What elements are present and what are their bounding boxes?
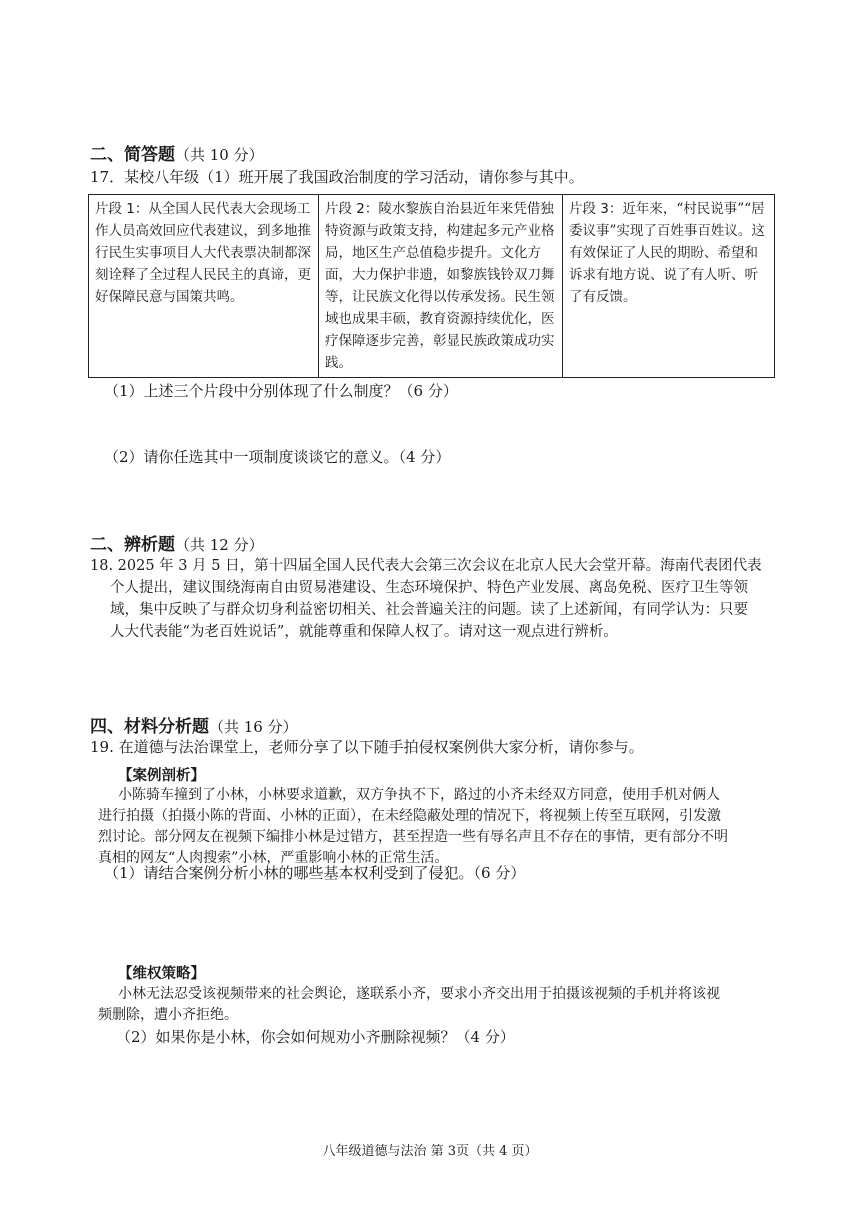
fragment-text: 陵水黎族自治县近年来凭借独特资源与政策支持，构建起多元产业格局，地区生产总值稳步提升。文化方面，大力保护非遗，如黎族钱铃双刀舞等，让民族文化得以传承发扬。民生领域也成果丰硕，教育资源持续优化，医疗保障逐步完善，彰显民族政策成功实践。 — [325, 201, 555, 371]
fragment-cell-2 — [319, 195, 563, 378]
question-17-sub-1: （1）上述三个片段中分别体现了什么制度？（6 分） — [104, 382, 458, 400]
page-footer: 八年级道德与法治 第 3页（共 4 页） — [322, 1144, 538, 1159]
fragment-text: 近年来，“村民说事”“居委议事”实现了百姓事百姓议。这有效保证了人民的期盼、希望和诉求有地方说、说了有人听、听了有反馈。 — [569, 201, 765, 305]
case-line: 烈讨论。部分网友在视频下编排小林是过错方，甚至捏造一些有辱名声且不存在的事情，更有部分不明 — [98, 829, 728, 845]
question-18-line: 个人提出，建议围绕海南自由贸易港建设、生态环境保护、特色产业发展、离岛免税、医疗卫生等领 — [110, 580, 748, 596]
question-19-sub-1: （1）请结合案例分析小林的哪些基本权利受到了侵犯。（6 分） — [104, 864, 526, 882]
question-17-sub-2: （2）请你任选其中一项制度谈谈它的意义。（4 分） — [104, 448, 451, 466]
section-heading-short-answer — [90, 140, 264, 165]
case-analysis-title: 【案例剖析】 — [118, 768, 205, 784]
question-18 — [90, 555, 780, 643]
question-18-line: 18. 2025 年 3 月 5 日，第十四届全国人民代表大会第三次会议在北京人民大会堂开幕。海南代表团代表 — [90, 558, 762, 574]
strategy-line: 小林无法忍受该视频带来的社会舆论，遂联系小齐，要求小齐交出用于拍摄该视频的手机并将该视 — [118, 986, 720, 1002]
question-18-line: 域，集中反映了与群众切身利益密切相关、社会普遍关注的问题。读了上述新闻，有同学认为：只要 — [110, 602, 748, 618]
section-points: （共 10 分） — [175, 146, 264, 164]
rights-strategy-text — [98, 984, 788, 1026]
section-heading-material — [90, 712, 298, 737]
strategy-line: 频删除，遭小齐拒绝。 — [98, 1007, 238, 1023]
question-18-line: 人大代表能“为老百姓说话”，就能尊重和保障人权了。请对这一观点进行辨析。 — [110, 624, 618, 640]
question-19-stem: 19. 在道德与法治课堂上，老师分享了以下随手拍侵权案例供大家分析，请你参与。 — [90, 738, 644, 756]
section-title: 二、简答题 — [90, 145, 175, 165]
section-title: 四、材料分析题 — [90, 717, 209, 737]
case-analysis-text — [98, 785, 788, 869]
fragment-text: 从全国人民代表大会现场工作人员高效回应代表建议，到多地推行民生实事项目人大代表票决制都深刻诠释了全过程人民民主的真谛，更好保障民意与国策共鸣。 — [95, 201, 311, 305]
fragment-label: 片段 2： — [325, 201, 379, 217]
section-title: 二、辨析题 — [90, 535, 175, 555]
section-heading-analysis — [90, 530, 264, 555]
case-line: 进行拍摄（拍摄小陈的背面、小林的正面），在未经隐蔽处理的情况下，将视频上传至互联网，引发激 — [98, 808, 721, 824]
fragments-table — [88, 194, 775, 378]
section-points: （共 12 分） — [175, 536, 264, 554]
fragment-cell-1 — [89, 195, 319, 378]
question-19-sub-2: （2）如果你是小林，你会如何规劝小齐删除视频？（4 分） — [116, 1028, 515, 1046]
rights-strategy-title: 【维权策略】 — [118, 966, 205, 982]
section-points: （共 16 分） — [209, 718, 298, 736]
question-17-stem: 17．某校八年级（1）班开展了我国政治制度的学习活动，请你参与其中。 — [90, 168, 584, 186]
fragment-cell-3 — [563, 195, 775, 378]
case-line: 小陈骑车撞到了小林，小林要求道歉，双方争执不下，路过的小齐未经双方同意，使用手机对俩人 — [118, 787, 720, 803]
case-line: 真相的网友“人肉搜索”小林，严重影响小林的正常生活。 — [98, 850, 449, 866]
fragment-label: 片段 1： — [95, 201, 149, 217]
fragment-label: 片段 3： — [569, 201, 623, 217]
